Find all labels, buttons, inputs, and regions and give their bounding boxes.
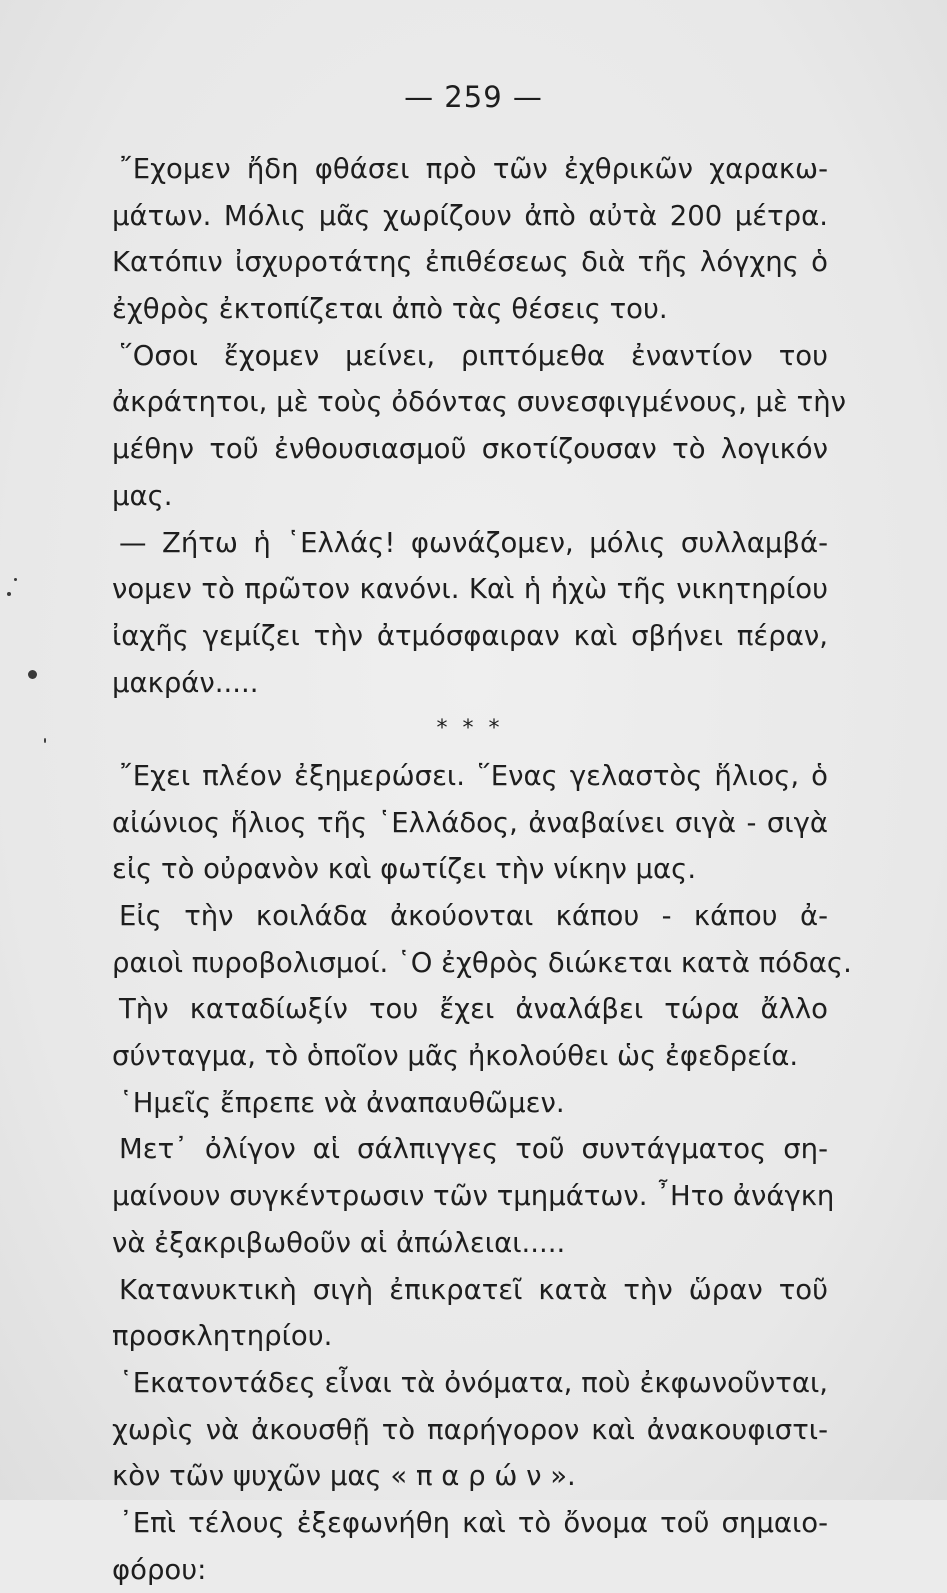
- text-line: σύνταγμα, τὸ ὁποῖον μᾶς ἠκολούθει ὡς ἐφεδρεία.: [112, 1040, 799, 1073]
- page-number: — 259 —: [404, 80, 543, 114]
- text-line: Μετ᾽ ὀλίγον αἱ σάλπιγγες τοῦ συντάγματος ση-: [119, 1133, 828, 1166]
- text-line: ἀκράτητοι, μὲ τοὺς ὀδόντας συνεσφιγμένους, μὲ τὴν: [112, 386, 847, 419]
- text-line: αἰώνιος ἥλιος τῆς ῾Ελλάδος, ἀναβαίνει σιγὰ - σιγὰ: [112, 806, 828, 839]
- text-line: νομεν τὸ πρῶτον κανόνι. Καὶ ἡ ἠχὼ τῆς νικητηρίου: [112, 573, 828, 606]
- scan-speck: [28, 670, 37, 679]
- text-line: ἐχθρὸς ἐκτοπίζεται ἀπὸ τὰς θέσεις του.: [112, 293, 668, 326]
- scan-speck: [14, 578, 17, 581]
- text-line: μέθην τοῦ ἐνθουσιασμοῦ σκοτίζουσαν τὸ λογικόν: [112, 433, 828, 466]
- text-line: ῞Οσοι ἔχομεν μείνει, ριπτόμεθα ἐναντίον του: [119, 339, 828, 372]
- scan-speck: [44, 738, 46, 743]
- text-line: νὰ ἐξακριβωθοῦν αἱ ἀπώλειαι.....: [112, 1226, 566, 1259]
- text-line: ἰαχῆς γεμίζει τὴν ἀτμόσφαιραν καὶ σβήνει πέραν,: [112, 619, 828, 652]
- scan-speck: [7, 592, 11, 596]
- text-line: μαίνουν συγκέντρωσιν τῶν τμημάτων. ῏Ητο ἀνάγκη: [112, 1180, 835, 1213]
- text-line: μάτων. Μόλις μᾶς χωρίζουν ἀπὸ αὐτὰ 200 μέτρα.: [112, 199, 828, 232]
- text-line: Κατόπιν ἰσχυροτάτης ἐπιθέσεως διὰ τῆς λόγχης ὁ: [112, 246, 828, 279]
- text-line: * * *: [436, 716, 504, 742]
- text-line: μας.: [112, 479, 173, 512]
- text-line: ᾽Επὶ τέλους ἐξεφωνήθη καὶ τὸ ὄνομα τοῦ σημαιο-: [119, 1506, 828, 1539]
- text-line: — Ζήτω ἡ ῾Ελλάς! φωνάζομεν, μόλις συλλαμβά-: [119, 526, 828, 559]
- text-line: χωρὶς νὰ ἀκουσθῇ τὸ παρήγορον καὶ ἀνακουφιστι-: [112, 1413, 828, 1446]
- text-line: εἰς τὸ οὐρανὸν καὶ φωτίζει τὴν νίκην μας.: [112, 853, 697, 886]
- text-line: ῎Εχει πλέον ἐξημερώσει. ῞Ενας γελαστὸς ἥλιος, ὁ: [119, 759, 828, 792]
- text-line: Κατανυκτικὴ σιγὴ ἐπικρατεῖ κατὰ τὴν ὥραν τοῦ: [119, 1273, 828, 1306]
- text-line: ραιοὶ πυροβολισμοί. ῾Ο ἐχθρὸς διώκεται κατὰ πόδας.: [112, 946, 852, 979]
- text-line: Εἰς τὴν κοιλάδα ἀκούονται κάπου - κάπου ἀ-: [119, 900, 828, 932]
- text-line: κὸν τῶν ψυχῶν μας « π α ρ ώ ν ».: [112, 1460, 576, 1493]
- text-line: προσκλητηρίου.: [112, 1320, 333, 1353]
- text-line: Τὴν καταδίωξίν του ἔχει ἀναλάβει τώρα ἄλλο: [119, 993, 828, 1026]
- text-line: φόρου:: [112, 1553, 207, 1586]
- text-line: ῾Ημεῖς ἔπρεπε νὰ ἀναπαυθῶμεν.: [119, 1086, 565, 1119]
- body-text: [112, 146, 852, 1593]
- text-line: μακράν.....: [112, 666, 259, 699]
- text-line: ῎Εχομεν ἤδη φθάσει πρὸ τῶν ἐχθρικῶν χαρακω-: [119, 153, 828, 185]
- text-line: ῾Εκατοντάδες εἶναι τὰ ὀνόματα, ποὺ ἐκφωνοῦνται,: [119, 1366, 828, 1399]
